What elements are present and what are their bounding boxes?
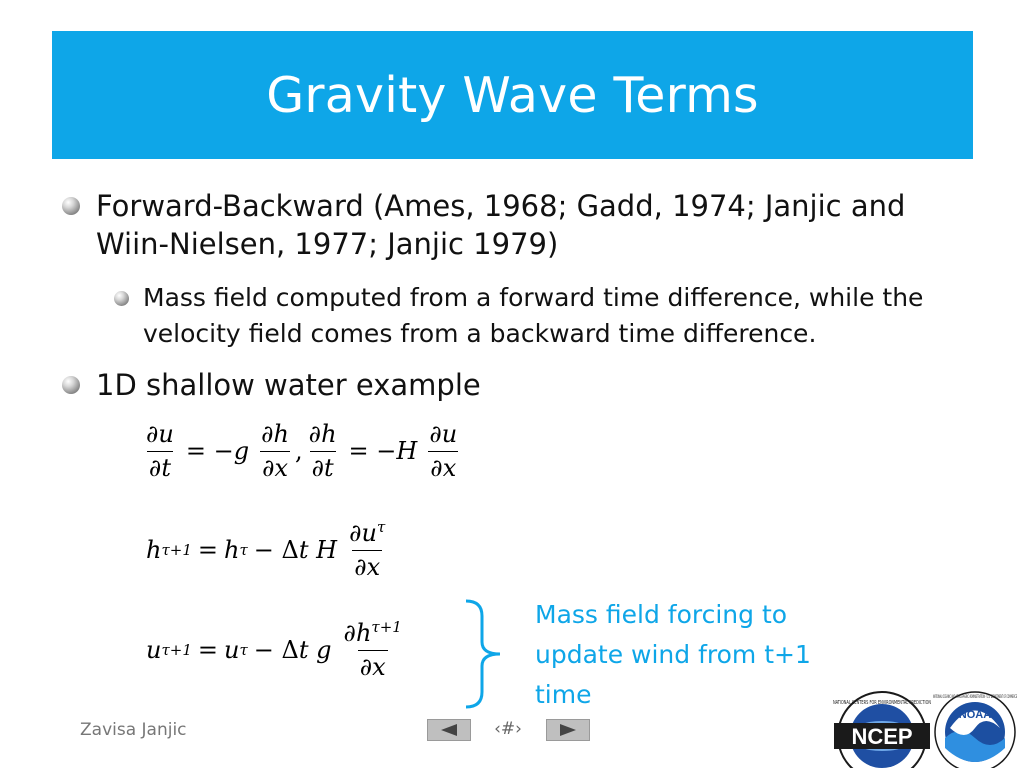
svg-text:NCEP: NCEP	[851, 724, 913, 749]
bullet-icon	[62, 376, 80, 394]
sub-bullet-text: Mass field computed from a forward time difference, while the velocity field comes from a backward time difference.	[143, 283, 924, 348]
bullet-text: Forward-Backward (Ames, 1968; Gadd, 1974; Janjic and Wiin-Nielsen, 1977; Janjic 1979)	[96, 189, 906, 261]
svg-text:NATIONAL OCEANIC AND ATMOSPHER: NATIONAL OCEANIC AND ATMOSPHERIC ADMINISTRATION · U.S. DEPARTMENT OF COMMERCE	[933, 694, 1018, 699]
triangle-right-icon	[558, 723, 578, 737]
annotation-note: Mass field forcing to update wind from t+1 time	[535, 600, 811, 709]
svg-text:NATIONAL CENTERS FOR ENVIRONME: NATIONAL CENTERS FOR ENVIRONMENTAL PREDICTION	[833, 700, 932, 706]
footer-author: Zavisa Janjic	[80, 720, 187, 740]
next-slide-button[interactable]	[546, 719, 590, 741]
sub-bullet-mass-field	[114, 280, 974, 352]
bullet-shallow-water	[62, 366, 762, 404]
bullet-icon	[114, 291, 129, 306]
bullet-text: 1D shallow water example	[96, 368, 481, 402]
equation-h-update: h τ+1 = h τ − Δt H $\frac{\partial u^\tau}{\partial x}$	[146, 518, 386, 581]
slide-number: ‹#›	[494, 719, 522, 739]
right-brace-icon	[462, 598, 512, 710]
noaa-logo	[930, 688, 1020, 768]
svg-text:NOAA: NOAA	[958, 709, 992, 721]
bullet-icon	[62, 197, 80, 215]
equation-u-update: u τ+1 = u τ − Δt g $\frac{\partial h^{\tau+1}}{\partial x}$	[146, 618, 402, 681]
previous-slide-button[interactable]	[427, 719, 471, 741]
title-bar	[52, 31, 973, 159]
slide-title: Gravity Wave Terms	[266, 66, 759, 124]
bullet-forward-backward	[62, 187, 942, 263]
equation-shallow-water: $\frac{\partial u}{\partial t}$ = −g $\frac{\partial h}{\partial x}$ , $\frac{\partial h}{\partial t}$ = −H $\frac{\partial u}{\partial x}$	[146, 420, 458, 482]
ncep-logo	[826, 690, 938, 766]
triangle-left-icon	[439, 723, 459, 737]
